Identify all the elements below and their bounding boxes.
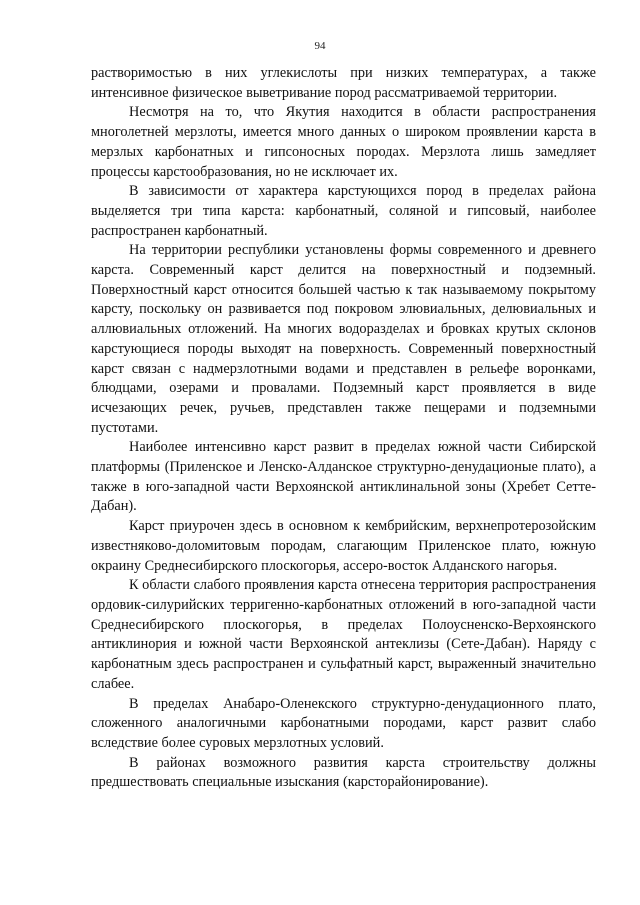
paragraph-continuation: растворимостью в них углекислоты при низких температурах, а также интенсивное физическое выветривание пород рассматриваемой территории. [91, 65, 596, 101]
paragraph: В районах возможного развития карста строительству должны предшествовать специальные изыскания (карсторайонирование). [91, 754, 596, 791]
page-number: 94 [314, 40, 326, 52]
paragraph: Карст приурочен здесь в основном к кембрийским, верхнепротерозойским известняково-доломитовым породам, слагающим Приленское плато, южную окраину Среднесибирского плоскогорья, ассеро-восток Алданского нагорья. [91, 518, 596, 574]
body-text [91, 64, 596, 793]
paragraph: В пределах Анабаро-Оленекского структурно-денудационного плато, сложенного аналогичными карбонатными породами, карст развит слабо вследствие более суровых мерзлотных условий. [91, 695, 596, 751]
paragraph: Несмотря на то, что Якутия находится в области распространения многолетней мерзлоты, имеется много данных о широком проявлении карста в мерзлых карбонатных и гипсоносных породах. Мерзлота лишь замедляет процессы карстообразования, но не исключает их. [91, 104, 596, 180]
paragraph: На территории республики установлены формы современного и древнего карста. Современный карст делится на поверхностный и подземный. Поверхностный карст относится большей частью к так называемому покрытому карсту, поскольку он развивается под покровом элювиальных, делювиальных и аллювиальных отложений. На многих водоразделах и бровках крутых склонов карстующиеся породы выходят на поверхность. Современный поверхностный карст связан с надмерзлотными водами и представлен в рельефе воронками, блюдцами, озерами и провалами. Подземный карст проявляется в виде исчезающих речек, ручьев, представлен также пещерами и подземными пустотами. [91, 242, 596, 436]
paragraph: Наиболее интенсивно карст развит в пределах южной части Сибирской платформы (Приленское и Ленско-Алданское структурно-денудационые плато), а также в юго-западной части Верхоянской антиклинальной зоны (Хребет Сетте-Дабан). [91, 439, 596, 515]
paragraph: К области слабого проявления карста отнесена территория распространения ордовик-силурийских терригенно-карбонатных отложений в юго-западной части Среднесибирского плоскогорья, в пределах Полоусненско-Верхоянского антиклинория и южной части Верхоянской антеклизы (Сете-Дабан). Наряду с карбонатным здесь распространен и сульфатный карст, выраженный значительно слабее. [91, 577, 596, 692]
paragraph: В зависимости от характера карстующихся пород в пределах района выделяется три типа карста: карбонатный, соляной и гипсовый, наиболее распространен карбонатный. [91, 183, 596, 239]
